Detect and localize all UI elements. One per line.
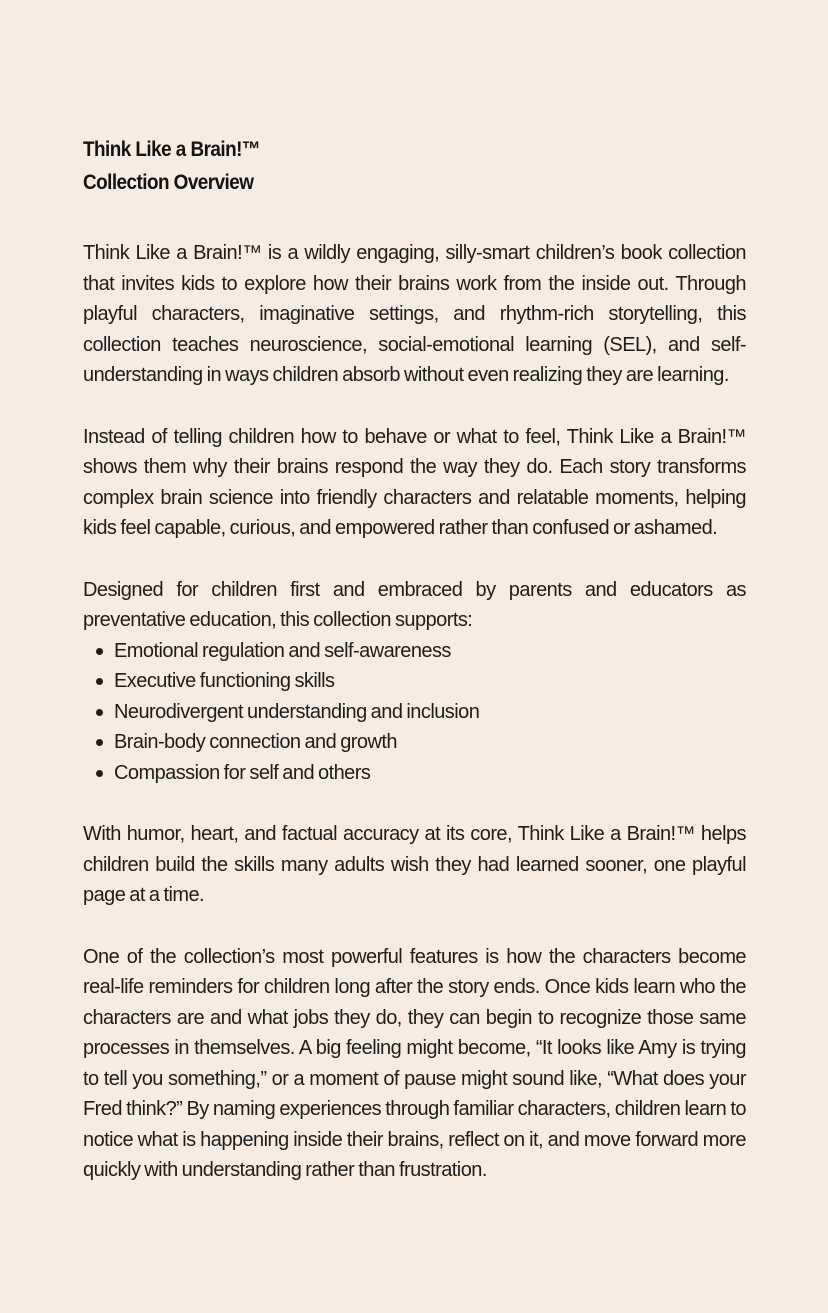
paragraph-supports-intro: Designed for children first and embraced by parents and educators as preventative education, this collection supports: [83,578,746,631]
list-item-text: Emotional regulation and self-awareness [114,639,451,662]
bullet-icon [96,739,103,746]
list-item-text: Compassion for self and others [114,761,371,784]
list-item [95,636,746,667]
supports-list [83,636,746,789]
list-item-text: Neurodivergent understanding and inclusion [114,700,480,723]
page-title [83,133,680,199]
paragraph-approach: Instead of telling children how to behave or what to feel, Think Like a Brain!™ shows them why their brains respond the way they do. Each story transforms complex brain science into friendly characters and relatable moments, helping kids feel capable, curious, and empowered rather than confused or ashamed. [83,425,746,539]
list-item-text: Brain-body connection and growth [114,731,397,753]
bullet-icon [96,770,103,777]
title-line-brand: Think Like a Brain!™ [83,138,261,161]
bullet-icon [96,648,103,655]
paragraph-characters: One of the collection’s most powerful features is how the characters become real-life reminders for children long after the story ends. Once kids learn who the characters are and what jobs they do, they can begin to recognize those same processes in themselves. A big feeling might become, “It looks like Amy is trying to tell you something,” or a moment of pause might sound like, “What does your Fred think?” By naming experiences through familiar characters, children learn to notice what is happening inside their brains, reflect on it, and move forward more quickly with understanding rather than frustration. [83,945,746,1181]
list-item [95,758,746,789]
bullet-icon [96,678,103,685]
list-item-text: Executive functioning skills [114,670,335,692]
paragraph-intro: Think Like a Brain!™ is a wildly engaging, silly-smart children’s book collection that invites kids to explore how their brains work from the inside out. Through playful characters, imaginative settings, and rhythm-rich storytelling, this collection teaches neuroscience, social-emotional learning (SEL), and self-understanding in ways children absorb without even realizing they are learning. [83,242,746,386]
list-item [95,666,746,697]
list-item [95,727,746,758]
list-item [95,697,746,728]
title-line-overview: Collection Overview [83,171,254,194]
paragraph-summary: With humor, heart, and factual accuracy at its core, Think Like a Brain!™ helps children build the skills many adults wish they had learned sooner, one playful page at a time. [83,823,746,906]
bullet-icon [96,709,103,716]
